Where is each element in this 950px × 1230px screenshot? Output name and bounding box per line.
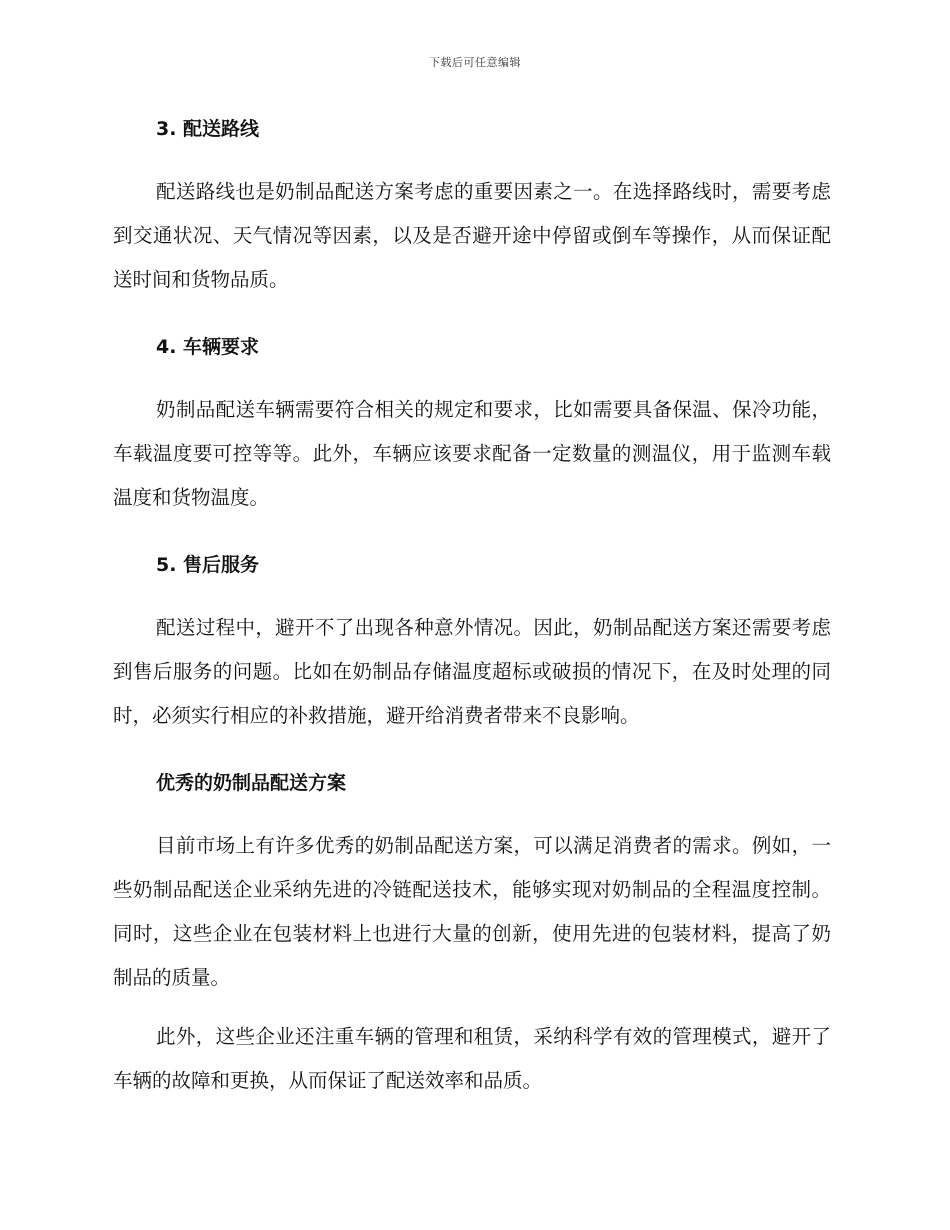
section-heading-after-sales: 5. 售后服务 bbox=[156, 554, 260, 576]
paragraph-after-sales: 配送过程中，避开不了出现各种意外情况。因此，奶制品配送方案还需要考虑到售后服务的问题。比如在奶制品存储温度超标或破损的情况下，在及时处理的同时，必须实行相应的补救措施，避开给消费者带来不良影响。 bbox=[113, 616, 831, 727]
paragraph-vehicle: 奶制品配送车辆需要符合相关的规定和要求，比如需要具备保温、保冷功能，车载温度要可控等等。此外，车辆应该要求配备一定数量的测温仪，用于监测车载温度和货物温度。 bbox=[113, 398, 831, 509]
section-heading-vehicle: 4. 车辆要求 bbox=[156, 336, 260, 358]
section-heading-excellent-plans: 优秀的奶制品配送方案 bbox=[156, 772, 347, 794]
section-heading-route: 3. 配送路线 bbox=[156, 118, 260, 140]
paragraph-excellent-plans-2: 此外，这些企业还注重车辆的管理和租赁，采纳科学有效的管理模式，避开了车辆的故障和更换，从而保证了配送效率和品质。 bbox=[113, 1025, 831, 1092]
download-note: 下载后可任意编辑 bbox=[429, 56, 521, 69]
paragraph-excellent-plans-1: 目前市场上有许多优秀的奶制品配送方案，可以满足消费者的需求。例如，一些奶制品配送企业采纳先进的冷链配送技术，能够实现对奶制品的全程温度控制。同时，这些企业在包装材料上也进行大量的创新，使用先进的包装材料，提高了奶制品的质量。 bbox=[113, 834, 831, 989]
document-body bbox=[113, 113, 831, 1103]
paragraph-route: 配送路线也是奶制品配送方案考虑的重要因素之一。在选择路线时，需要考虑到交通状况、天气情况等因素，以及是否避开途中停留或倒车等操作，从而保证配送时间和货物品质。 bbox=[113, 180, 831, 291]
